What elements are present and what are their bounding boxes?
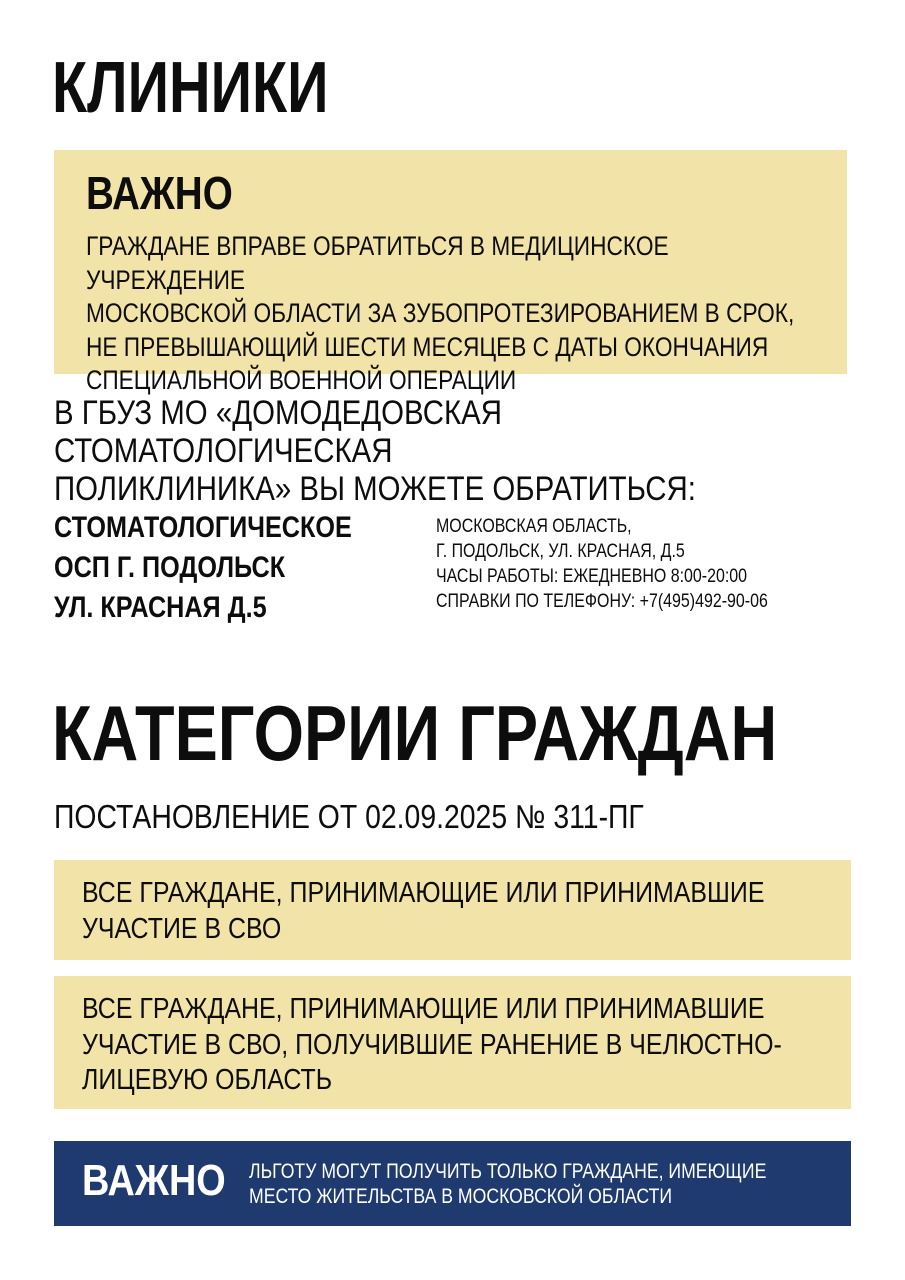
bottom-banner-heading: ВАЖНО [82, 1156, 226, 1205]
decree-reference: ПОСТАНОВЛЕНИЕ ОТ 02.09.2025 № 311-ПГ [54, 798, 644, 835]
bottom-banner-text: ЛЬГОТУ МОГУТ ПОЛУЧИТЬ ТОЛЬКО ГРАЖДАНЕ, ИМЕЮЩИЕ МЕСТО ЖИТЕЛЬСТВА В МОСКОВСКОЙ ОБЛАСТИ [249, 1160, 767, 1208]
important-notice-box [54, 150, 847, 395]
category-text: ВСЕ ГРАЖДАНЕ, ПРИНИМАЮЩИЕ ИЛИ ПРИНИМАВШИЕ УЧАСТИЕ В СВО [82, 877, 765, 945]
clinic-name: СТОМАТОЛОГИЧЕСКОЕ ОСП Г. ПОДОЛЬСК УЛ. КРАСНАЯ Д.5 [54, 511, 352, 624]
intro-text: В ГБУЗ МО «ДОМОДЕДОВСКАЯ СТОМАТОЛОГИЧЕСКАЯ ПОЛИКЛИНИКА» ВЫ МОЖЕТЕ ОБРАТИТЬСЯ: [54, 394, 696, 508]
category-box [54, 860, 851, 960]
clinic-details: МОСКОВСКАЯ ОБЛАСТЬ, Г. ПОДОЛЬСК, УЛ. КРАСНАЯ, Д.5 ЧАСЫ РАБОТЫ: ЕЖЕДНЕВНО 8:00-20:00 СПРАВКИ ПО ТЕЛЕФОНУ: +7(495)492-90-06 [436, 516, 768, 612]
category-box [54, 976, 851, 1109]
category-text: ВСЕ ГРАЖДАНЕ, ПРИНИМАЮЩИЕ ИЛИ ПРИНИМАВШИЕ УЧАСТИЕ В СВО, ПОЛУЧИВШИЕ РАНЕНИЕ В ЧЕЛЮСТНО- ЛИЦЕВУЮ ОБЛАСТЬ [82, 993, 782, 1096]
categories-title: КАТЕГОРИИ ГРАЖДАН [52, 689, 778, 777]
bottom-important-banner [54, 1141, 851, 1226]
important-notice-text: ГРАЖДАНЕ ВПРАВЕ ОБРАТИТЬСЯ В МЕДИЦИНСКОЕ УЧРЕЖДЕНИЕ МОСКОВСКОЙ ОБЛАСТИ ЗА ЗУБОПРОТЕЗИРОВАНИЕМ В СРОК, НЕ ПРЕВЫШАЮЩИЙ ШЕСТИ МЕСЯЦЕВ С ДАТЫ ОКОНЧАНИЯ СПЕЦИАЛЬНОЙ ВОЕННОЙ ОПЕРАЦИИ [86, 231, 795, 395]
clinics-title: КЛИНИКИ [52, 48, 329, 128]
important-heading: ВАЖНО [86, 167, 233, 219]
